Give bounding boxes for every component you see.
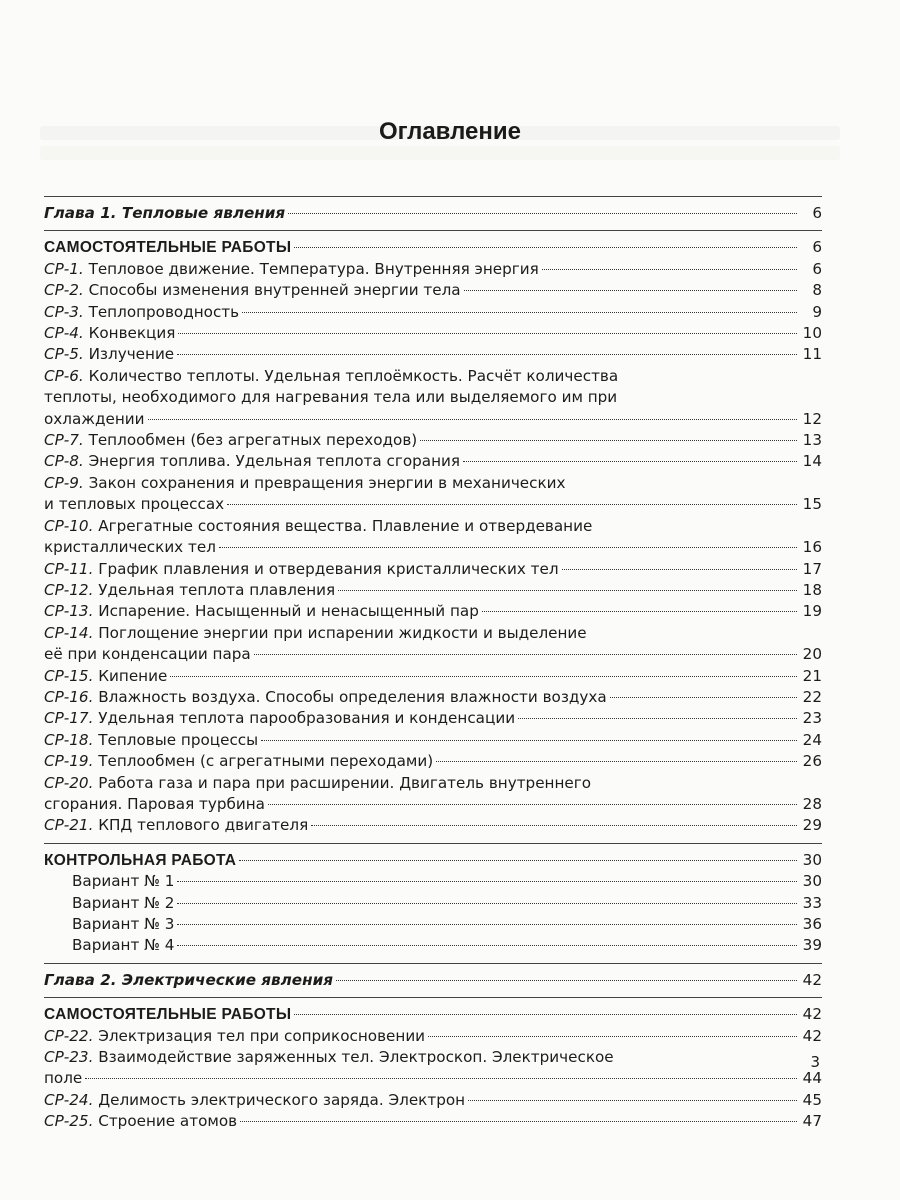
page-ref: 24 <box>802 730 822 749</box>
page-ref: 17 <box>802 559 822 578</box>
dot-leader <box>261 740 797 741</box>
bleed-through <box>40 146 840 160</box>
entry-title-last-line: кристаллических тел <box>44 538 216 557</box>
entry-code: СР-24. <box>44 1090 94 1109</box>
separator-line <box>44 963 822 964</box>
page-ref: 9 <box>812 302 822 321</box>
page-ref: 22 <box>802 687 822 706</box>
toc-entry[interactable] <box>44 730 822 751</box>
entry-title-last-line: её при конденсации пара <box>44 645 251 664</box>
entry-title-last-line: поле <box>44 1069 83 1088</box>
dot-leader <box>463 461 797 462</box>
page-ref: 8 <box>812 281 822 300</box>
dot-leader <box>242 312 797 313</box>
toc-entry-line <box>44 473 822 494</box>
toc-entry-line <box>44 516 822 537</box>
entry-title: Поглощение энергии при испарении жидкости и выделение <box>98 623 587 642</box>
entry-code: СР-16. <box>44 687 94 706</box>
toc-entry[interactable] <box>44 537 822 558</box>
page-ref: 30 <box>802 850 822 869</box>
page-ref: 6 <box>812 259 822 278</box>
dot-leader <box>311 825 797 826</box>
dot-leader <box>468 1100 797 1101</box>
entry-title: Теплопроводность <box>88 302 240 321</box>
dot-leader <box>177 354 797 355</box>
variant-title: Вариант № 3 <box>72 915 175 933</box>
page-ref: 16 <box>802 538 822 557</box>
entry-code: СР-15. <box>44 666 94 685</box>
page-ref: 11 <box>802 345 822 364</box>
entry-code: СР-5. <box>44 345 84 364</box>
dot-leader <box>610 697 797 698</box>
chapter-title: Тепловые явления <box>121 204 286 222</box>
dot-leader <box>294 1014 797 1015</box>
entry-title: Кипение <box>98 666 168 685</box>
toc-entry[interactable] <box>44 1068 822 1089</box>
toc-entry[interactable] <box>44 409 822 430</box>
page-ref: 26 <box>802 752 822 771</box>
variant-entry[interactable] <box>44 871 822 892</box>
entry-code: СР-22. <box>44 1026 94 1045</box>
entry-title-last-line: охлаждении <box>44 409 145 428</box>
chapter-code: Глава 1. <box>44 204 117 222</box>
page-ref: 14 <box>802 452 822 471</box>
toc-entry-line <box>44 366 822 387</box>
toc-entry[interactable] <box>44 601 822 622</box>
dot-leader <box>294 247 797 248</box>
separator-line <box>44 230 822 231</box>
entry-code: СР-4. <box>44 324 84 343</box>
variant-title: Вариант № 4 <box>72 936 175 955</box>
dot-leader <box>254 654 797 655</box>
dot-leader <box>148 419 798 420</box>
entry-title-last-line: и тепловых процессах <box>44 495 225 514</box>
entry-title: Работа газа и пара при расширении. Двигатель внутреннего <box>98 773 592 792</box>
entry-title-continued: теплоты, необходимого для нагревания тела или выделяемого им при <box>44 388 618 407</box>
separator-line <box>44 843 822 844</box>
dot-leader <box>268 804 797 805</box>
entry-title: Влажность воздуха. Способы определения влажности воздуха <box>98 687 607 706</box>
page-ref: 39 <box>802 936 822 955</box>
entry-code: СР-9. <box>44 473 84 492</box>
page-ref: 47 <box>802 1112 822 1131</box>
page-ref: 29 <box>802 816 822 835</box>
entry-code: СР-14. <box>44 623 94 642</box>
toc-entry[interactable] <box>44 430 822 451</box>
dot-leader <box>178 333 797 334</box>
toc-entry[interactable] <box>44 302 822 323</box>
separator-line <box>44 997 822 998</box>
page-title: Оглавление <box>379 118 521 145</box>
toc-entry[interactable] <box>44 344 822 365</box>
entry-title: Агрегатные состояния вещества. Плавление и отвердевание <box>98 516 593 535</box>
entry-title: Энергия топлива. Удельная теплота сгорания <box>88 452 461 471</box>
entry-code: СР-25. <box>44 1112 94 1131</box>
page-ref: 42 <box>802 1005 822 1024</box>
section-heading[interactable] <box>44 1004 822 1025</box>
entry-code: СР-13. <box>44 602 94 621</box>
dot-leader <box>562 569 797 570</box>
dot-leader <box>428 1036 797 1037</box>
entry-title: Взаимодействие заряженных тел. Электроскоп. Электрическое <box>98 1048 614 1067</box>
dot-leader <box>482 611 797 612</box>
toc-entry[interactable] <box>44 1111 822 1132</box>
entry-code: СР-18. <box>44 730 94 749</box>
entry-title: Способы изменения внутренней энергии тела <box>88 281 461 300</box>
page-ref: 15 <box>802 495 822 514</box>
page-ref: 30 <box>802 872 822 891</box>
page-ref: 42 <box>802 970 822 989</box>
variant-entry[interactable] <box>44 893 822 914</box>
dot-leader <box>518 718 797 719</box>
variant-title: Вариант № 1 <box>72 872 175 891</box>
section-title: КОНТРОЛЬНАЯ РАБОТА <box>44 851 237 869</box>
entry-code: СР-21. <box>44 816 94 835</box>
page-ref: 6 <box>812 204 822 222</box>
page-ref: 18 <box>802 580 822 599</box>
page-ref: 28 <box>802 794 822 813</box>
page-ref: 10 <box>802 324 822 343</box>
entry-code: СР-10. <box>44 516 94 535</box>
dot-leader <box>177 945 797 946</box>
entry-code: СР-3. <box>44 302 84 321</box>
section-heading[interactable] <box>44 850 822 871</box>
entry-title: Излучение <box>88 345 175 364</box>
toc-entry[interactable] <box>44 687 822 708</box>
dot-leader <box>288 213 797 214</box>
entry-code: СР-19. <box>44 752 94 771</box>
chapter-title: Электрические явления <box>121 970 333 989</box>
page-ref: 21 <box>802 666 822 685</box>
dot-leader <box>177 903 797 904</box>
dot-leader <box>177 924 797 925</box>
dot-leader <box>227 504 797 505</box>
page-ref: 33 <box>802 893 822 912</box>
toc-entry[interactable] <box>44 559 822 580</box>
dot-leader <box>177 881 797 882</box>
entry-title: КПД теплового двигателя <box>98 816 309 835</box>
page-ref: 19 <box>802 602 822 621</box>
entry-code: СР-11. <box>44 559 94 578</box>
entry-title: Закон сохранения и превращения энергии в механических <box>88 473 566 492</box>
dot-leader <box>436 761 797 762</box>
page-number: 3 <box>810 1053 820 1071</box>
chapter-code: Глава 2. <box>44 970 117 989</box>
variant-entry[interactable] <box>44 935 822 956</box>
entry-title: Тепловое движение. Температура. Внутренняя энергия <box>88 259 539 278</box>
page-ref: 12 <box>802 409 822 428</box>
toc-entry[interactable] <box>44 1090 822 1111</box>
page-ref: 13 <box>802 431 822 450</box>
page-ref: 23 <box>802 709 822 728</box>
dot-leader <box>542 269 797 270</box>
entry-code: СР-8. <box>44 452 84 471</box>
dot-leader <box>240 1121 797 1122</box>
toc-entry-line <box>44 773 822 794</box>
toc-entry[interactable] <box>44 494 822 515</box>
entry-title: Теплообмен (без агрегатных переходов) <box>88 431 418 450</box>
dot-leader <box>85 1078 797 1079</box>
entry-title: Конвекция <box>88 324 176 343</box>
entry-title: Испарение. Насыщенный и ненасыщенный пар <box>98 602 479 621</box>
toc-entry[interactable] <box>44 815 822 836</box>
toc-entry[interactable] <box>44 666 822 687</box>
toc-entry[interactable] <box>44 580 822 601</box>
entry-title: График плавления и отвердевания кристаллических тел <box>98 559 559 578</box>
section-title: САМОСТОЯТЕЛЬНЫЕ РАБОТЫ <box>44 1006 292 1024</box>
page-ref: 42 <box>802 1026 822 1045</box>
dot-leader <box>464 290 797 291</box>
page-ref: 44 <box>802 1069 822 1088</box>
section-heading[interactable] <box>44 237 822 258</box>
dot-leader <box>239 860 797 861</box>
toc-entry-line <box>44 623 822 644</box>
toc-entry[interactable] <box>44 644 822 665</box>
toc-entry[interactable] <box>44 280 822 301</box>
toc-entry-line <box>44 387 822 408</box>
entry-title: Теплообмен (с агрегатными переходами) <box>98 752 434 771</box>
entry-code: СР-20. <box>44 773 94 792</box>
toc-entry[interactable] <box>44 259 822 280</box>
separator-line <box>44 196 822 197</box>
dot-leader <box>219 547 797 548</box>
entry-title: Удельная теплота парообразования и конденсации <box>98 709 516 728</box>
dot-leader <box>336 980 797 981</box>
entry-code: СР-6. <box>44 366 84 385</box>
page-ref: 20 <box>802 645 822 664</box>
section-title: САМОСТОЯТЕЛЬНЫЕ РАБОТЫ <box>44 239 292 257</box>
entry-title: Делимость электрического заряда. Электрон <box>98 1090 466 1109</box>
entry-title: Электризация тел при соприкосновении <box>98 1026 426 1045</box>
entry-code: СР-2. <box>44 281 84 300</box>
chapter-heading[interactable] <box>44 970 822 991</box>
variant-entry[interactable] <box>44 914 822 935</box>
entry-title: Тепловые процессы <box>98 730 259 749</box>
dot-leader <box>338 590 797 591</box>
toc-entry[interactable] <box>44 1026 822 1047</box>
toc-entry[interactable] <box>44 451 822 472</box>
table-of-contents <box>44 190 822 1133</box>
entry-title: Количество теплоты. Удельная теплоёмкость. Расчёт количества <box>88 366 619 385</box>
page-ref: 45 <box>802 1090 822 1109</box>
toc-entry-line <box>44 1047 822 1068</box>
toc-entry[interactable] <box>44 794 822 815</box>
dot-leader <box>170 676 797 677</box>
page-ref: 36 <box>802 915 822 933</box>
entry-code: СР-7. <box>44 431 84 450</box>
chapter-heading[interactable] <box>44 203 822 224</box>
toc-entry[interactable] <box>44 708 822 729</box>
page-ref: 6 <box>812 238 822 257</box>
entry-code: СР-12. <box>44 580 94 599</box>
entry-title: Строение атомов <box>98 1112 238 1131</box>
entry-code: СР-23. <box>44 1048 94 1067</box>
entry-title: Удельная теплота плавления <box>98 580 336 599</box>
entry-title-last-line: сгорания. Паровая турбина <box>44 794 265 813</box>
toc-entry[interactable] <box>44 323 822 344</box>
toc-entry[interactable] <box>44 751 822 772</box>
entry-code: СР-17. <box>44 709 94 728</box>
entry-code: СР-1. <box>44 259 84 278</box>
dot-leader <box>420 440 797 441</box>
variant-title: Вариант № 2 <box>72 893 175 912</box>
